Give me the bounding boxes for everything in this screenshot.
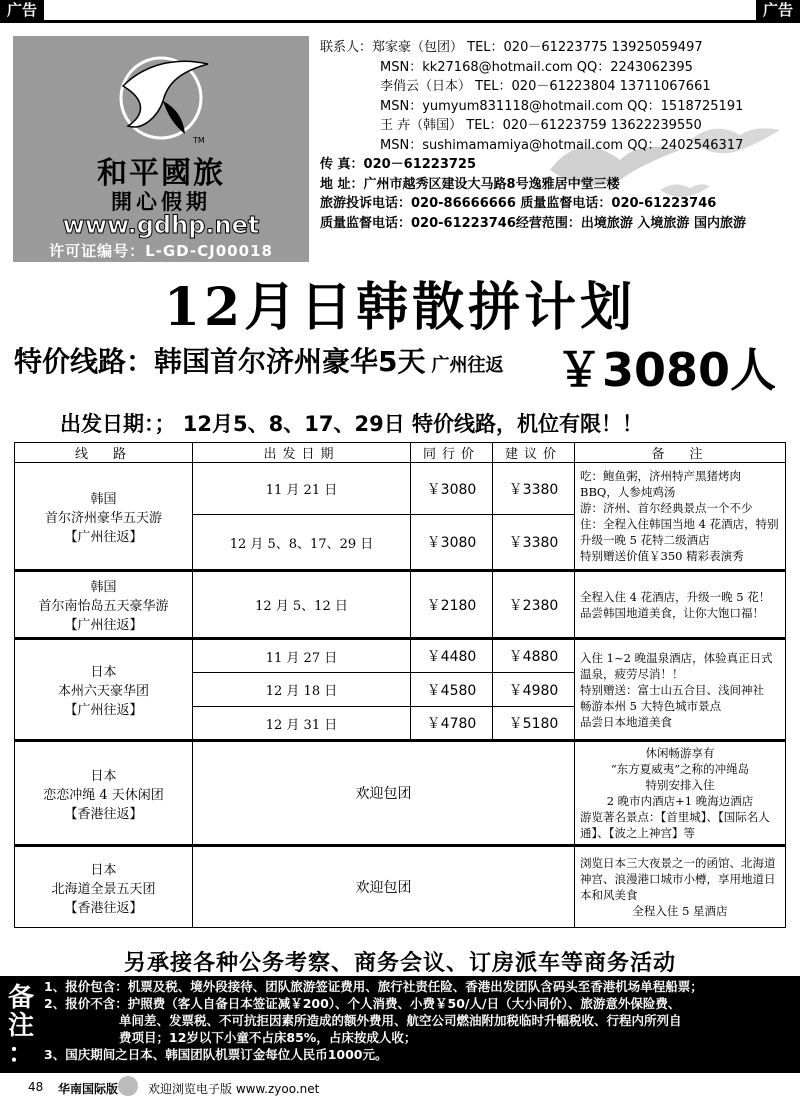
note-line: 畅游本州 5 大特色城市景点 bbox=[580, 698, 722, 713]
remarks-panel bbox=[0, 976, 800, 1073]
peer-price-cell: ￥3080 bbox=[411, 463, 493, 515]
header-retail-price: 建议价 bbox=[493, 443, 575, 463]
note-line: 特别赠送价值￥350 精彩表演秀 bbox=[580, 549, 744, 563]
note-line: 浏览日本三大夜景之一的函馆、北海道神宫、浪漫港口城市小樽，享用地道日本和风美食 bbox=[580, 856, 776, 902]
note-line: 2 晚市内酒店+1 晚海边酒店 bbox=[606, 794, 754, 808]
note-line: 住：全程入住韩国当地 4 花酒店，特别升级一晚 5 花特二级酒店 bbox=[580, 517, 779, 547]
website-url[interactable]: www.gdhp.net bbox=[62, 211, 260, 239]
remark-line: 1、报价包含：机票及税、境外段接待、团队旅游签证费用、旅行社责任险、香港出发团队含码头至香港机场单程船票； bbox=[44, 979, 703, 994]
departure-dates: 出发日期：； 12月5、8、17、29日 特价线路，机位有限！！ bbox=[60, 412, 644, 436]
ad-label-left: 广告 bbox=[0, 0, 44, 21]
remarks-side-char: 注 bbox=[7, 1011, 34, 1041]
header-date: 出发日期 bbox=[193, 443, 411, 463]
special-route: 韩国首尔济州豪华5天 bbox=[154, 345, 426, 378]
route-country: 日本 bbox=[90, 862, 117, 878]
remarks-side-char: ： bbox=[7, 1039, 34, 1069]
route-origin: 【广州往返】 bbox=[64, 618, 143, 633]
top-rule bbox=[0, 20, 800, 23]
contact-line: MSN：kk27168@hotmail.com QQ：2243062395 bbox=[380, 59, 693, 75]
retail-price-cell: ￥4880 bbox=[493, 639, 575, 673]
date-cell: 12 月 18 日 bbox=[193, 673, 411, 707]
date-cell: 11 月 27 日 bbox=[193, 639, 411, 673]
company-name bbox=[13, 258, 309, 262]
note-cell bbox=[575, 571, 786, 639]
date-cell: 11 月 21 日 bbox=[193, 463, 411, 515]
trademark-mark: TM bbox=[193, 136, 205, 145]
peer-price-cell: ￥4480 bbox=[411, 639, 493, 673]
note-line: 全程入住 5 星酒店 bbox=[632, 904, 728, 918]
page-footer bbox=[0, 1074, 800, 1100]
route-country: 韩国 bbox=[90, 580, 117, 595]
page-title: 12月日韩散拼计划 bbox=[163, 277, 637, 338]
note-cell bbox=[575, 463, 786, 571]
peer-price-cell: ￥4780 bbox=[411, 707, 493, 741]
address-line: 地 址：广州市越秀区建设大马路8号逸雅居中堂三楼 bbox=[320, 176, 620, 192]
note-line: 游：济州、首尔经典景点一个不少 bbox=[580, 501, 753, 515]
note-line: 特别安排入住 bbox=[645, 778, 715, 792]
fax-line: 传 真：020－61223725 bbox=[320, 157, 477, 172]
extra-business-banner: 另承接各种公务考察、商务会议、订房派车等商务活动 bbox=[123, 951, 676, 976]
route-origin: 【香港往返】 bbox=[64, 900, 143, 916]
route-cell bbox=[15, 639, 193, 741]
note-line: 特别赠送：富士山五合目、浅间神社 bbox=[580, 682, 764, 697]
contact-line: 李俏云（日本） TEL：020－61223804 13711067661 bbox=[380, 79, 711, 94]
route-origin: 【广州往返】 bbox=[64, 529, 143, 545]
route-country: 日本 bbox=[90, 768, 117, 784]
route-origin: 【香港往返】 bbox=[64, 806, 143, 822]
note-cell bbox=[575, 639, 786, 741]
remark-line: 费项目；12岁以下小童不占床85%，占床按成人收； bbox=[44, 1030, 417, 1045]
header-note: 备 注 bbox=[575, 443, 786, 463]
remark-line: 单间差、发票税、不可抗拒因素所造成的额外费用、航空公司燃油附加税临时升幅税收、行程内所列自 bbox=[44, 1013, 682, 1028]
date-cell: 12 月 31 日 bbox=[193, 707, 411, 741]
note-line: 游览著名景点：【首里城】、【国际名人通】、【波之上神宫】等 bbox=[580, 810, 770, 840]
date-cell: 12 月 5、12 日 bbox=[193, 571, 411, 639]
route-cell bbox=[15, 463, 193, 571]
header-route: 线 路 bbox=[15, 443, 193, 463]
group-booking-cell: 欢迎包团 bbox=[193, 741, 575, 846]
date-cell: 12 月 5、8、17、29 日 bbox=[193, 515, 411, 571]
page-number: 48 bbox=[28, 1080, 44, 1094]
dove-globe-icon bbox=[113, 46, 213, 146]
route-country: 日本 bbox=[90, 665, 117, 680]
peer-price-cell: ￥4580 bbox=[411, 673, 493, 707]
route-name: 首尔济州豪华五天游 bbox=[44, 510, 162, 526]
remarks-body bbox=[44, 978, 796, 1063]
route-name: 首尔南怡岛五天豪华游 bbox=[38, 599, 169, 614]
special-price: ￥3080人 bbox=[555, 343, 776, 397]
note-cell bbox=[575, 846, 786, 928]
note-line: 全程入住 4 花酒店，升级一晚 5 花！ bbox=[580, 589, 771, 604]
special-label: 特价线路： bbox=[14, 345, 155, 378]
logo-name: 和平國旅 bbox=[97, 156, 225, 191]
remark-line: 2、报价不含：护照费（客人自备日本签证减￥200）、个人消费、小费￥50/人/日（大小同价）、旅游意外保险费、 bbox=[44, 996, 681, 1011]
peer-price-cell: ￥2180 bbox=[411, 571, 493, 639]
retail-price-cell: ￥3380 bbox=[493, 463, 575, 515]
route-name: 北海道全景五天团 bbox=[51, 881, 156, 897]
route-cell bbox=[15, 846, 193, 928]
business-scope-line: 质量监督电话：020-61223746经营范围：出境旅游 入境旅游 国内旅游 bbox=[320, 215, 746, 231]
route-origin: 【广州往返】 bbox=[64, 703, 143, 718]
retail-price-cell: ￥4980 bbox=[493, 673, 575, 707]
contact-line: MSN：sushimamamiya@hotmail.com QQ：2402546317 bbox=[380, 137, 744, 153]
remarks-side-char: 备 bbox=[7, 983, 34, 1013]
note-line: “东方夏威夷”之称的冲绳岛 bbox=[610, 762, 750, 776]
contact-line: MSN：yumyum831118@hotmail.com QQ：1518725191 bbox=[380, 98, 744, 114]
remarks-side-label bbox=[4, 984, 38, 1068]
route-cell bbox=[15, 571, 193, 639]
note-line: 品尝日本地道美食 bbox=[580, 714, 672, 729]
header-peer-price: 同行价 bbox=[411, 443, 493, 463]
magazine-logo-icon bbox=[118, 1076, 138, 1096]
note-line: 入住 1~2 晚温泉酒店，体验真正日式温泉，疲劳尽消！！ bbox=[580, 650, 773, 681]
peer-price-cell: ￥3080 bbox=[411, 515, 493, 571]
note-line: 吃：鲍鱼粥，济州特产黑猪烤肉 BBQ，人参炖鸡汤 bbox=[580, 469, 741, 499]
note-cell bbox=[575, 741, 786, 846]
license-number: 许可证编号：L-GD-CJ00018 bbox=[49, 242, 273, 260]
special-route-banner bbox=[14, 340, 794, 397]
company-logo-block bbox=[13, 36, 309, 262]
contact-info bbox=[320, 38, 790, 233]
route-country: 韩国 bbox=[90, 491, 117, 507]
contact-line: 联系人：郑家豪（包团） TEL：020－61223775 13925059497 bbox=[320, 40, 703, 55]
special-origin: 广州往返 bbox=[431, 355, 504, 376]
magazine-name: 华南国际版 bbox=[58, 1082, 119, 1096]
complaint-line: 旅游投诉电话：020-86666666 质量监督电话：020-61223746 bbox=[320, 196, 717, 211]
contact-line: 王 卉（韩国） TEL：020－61223759 13622239550 bbox=[380, 118, 702, 133]
retail-price-cell: ￥3380 bbox=[493, 515, 575, 571]
logo-slogan: 開心假期 bbox=[111, 190, 211, 214]
remark-line: 3、国庆期间之日本、韩国团队机票订金每位人民币1000元。 bbox=[44, 1047, 388, 1062]
route-name: 本州六天豪华团 bbox=[57, 684, 149, 699]
note-line: 休闲畅游享有 bbox=[645, 746, 715, 760]
retail-price-cell: ￥5180 bbox=[493, 707, 575, 741]
route-name: 恋恋冲绳 4 天休闲团 bbox=[43, 787, 164, 803]
route-cell bbox=[15, 741, 193, 846]
group-booking-cell: 欢迎包团 bbox=[193, 846, 575, 928]
welcome-url[interactable]: 欢迎浏览电子版 www.zyoo.net bbox=[148, 1082, 320, 1096]
tour-plan-table bbox=[14, 442, 786, 928]
note-line: 品尝韩国地道美食，让你大饱口福！ bbox=[580, 605, 764, 620]
retail-price-cell: ￥2380 bbox=[493, 571, 575, 639]
ad-label-right: 广告 bbox=[756, 0, 800, 21]
